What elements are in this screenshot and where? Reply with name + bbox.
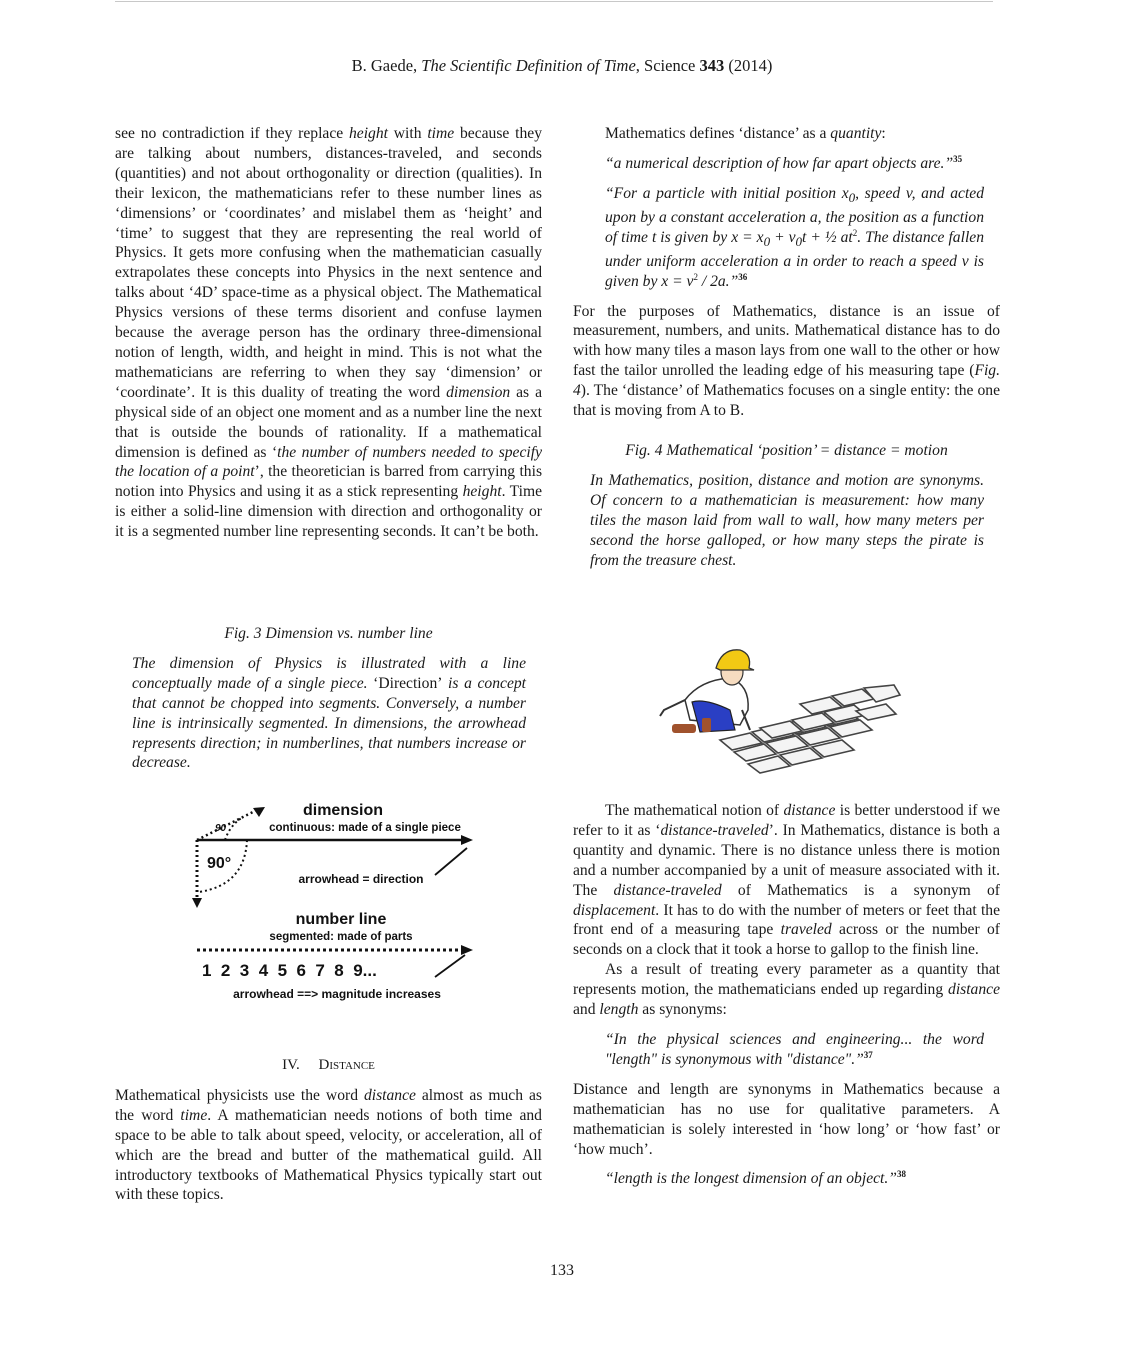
- left-column: [115, 124, 542, 542]
- svg-text:continuous: made of a single p: continuous: made of a single piece: [269, 822, 461, 834]
- svg-text:dimension: dimension: [302, 802, 384, 819]
- left-paragraph-1: see no contradiction if they replace height with time because they are talking about numbers, distances-traveled, and seconds (quantities) and not about orthogonality or direction (qualities). In their lexicon, the mathematicians refer to these number lines as ‘dimensions’ or ‘coordinates’ and mislabel them as ‘height’ and ‘time’ to suggest that they are representing the real world of Physics. It gets more confusing when the mathematician casually extrapolates these concepts into Physics in the next sentence and talks about ‘4D’ space-time as a physical object. The Mathematical Physics versions of these terms disorient and confuse laymen because the average person has the ordinary three-dimensional notion of length, width, and height in mind. This is not what the mathematicians are referring to when they say ‘dimension’ or ‘coordinate’. It is this duality of treating the word dimension as a physical side of an object one moment and as a number line the next that is outside the bounds of rationality. If a mathematical dimension is defined as ‘the number of numbers needed to specify the location of a point’, the theoretician is barred from carrying this notion into Physics and using it as a stick representing height. Time is either a solid-line dimension with direction and orthogonality or it is a segmented number line representing seconds. It can’t be both.: [115, 125, 543, 541]
- fig3-block: [115, 624, 542, 773]
- right-column-top: [573, 124, 1000, 570]
- header-volume: 343: [699, 56, 725, 75]
- quote-36: “For a particle with initial position $x_0$, speed v, and acted upon by a constant acceleration a, the position as a function of time t is given by $x = x_0 + v_0t$ + ½ $at^2$. The distance fallen under uniform acceleration a in order to reach a speed v is given by $x = v^2$ / 2a.”$^{36}$: [605, 184, 984, 290]
- svg-text:90: 90: [215, 823, 227, 834]
- right-paragraph-4: Distance and length are synonyms in Mathematics because a mathematician has no use for qualitative parameters. A mathematician is solely interested in ‘how long’ or ‘how fast’ or ‘how much’.: [573, 1080, 1000, 1158]
- quote-37: “In the physical sciences and engineering... the word "length" is synonymous with "distance".”$^{37}$: [605, 1030, 984, 1068]
- mason-figure: [660, 650, 754, 733]
- section-heading: IV. Distance: [282, 1057, 375, 1073]
- mason-tiles-illustration: [650, 640, 910, 780]
- header-title: The Scientific Definition of Time: [421, 56, 636, 75]
- quote-38: “length is the longest dimension of an object.”$^{38}$: [605, 1169, 906, 1188]
- page-number: 133: [550, 1262, 574, 1279]
- header-journal: , Science: [635, 56, 700, 75]
- dimension-arrowhead-icon: [461, 835, 473, 845]
- fig4-caption: Fig. 4 Mathematical ‘position’ = distance = motion: [625, 442, 948, 459]
- svg-text:arrowhead ==> magnitude increa: arrowhead ==> magnitude increases: [233, 987, 441, 1001]
- svg-text:1 2 3 4 5 6 7 8 9...: 1 2 3 4 5 6 7 8 9...: [202, 961, 377, 980]
- svg-text:number line: number line: [295, 911, 387, 928]
- down-arrowhead-icon: [192, 898, 202, 908]
- right-paragraph-3: As a result of treating every parameter as a quantity that represents motion, the mathematicians ended up regarding distance and length as synonyms:: [573, 961, 1000, 1019]
- right-column-bottom: [573, 801, 1000, 1189]
- header-year: (2014): [724, 56, 773, 75]
- left-paragraph-2: Mathematical physicists use the word distance almost as much as the word time. A mathematician needs notions of both time and space to be able to talk about speed, velocity, or acceleration, all of which are the bread and butter of the mathematical guild. All introductory textbooks of Mathematical Physics typically start out with these topics.: [115, 1086, 542, 1204]
- dimension-vs-numberline-diagram: [185, 795, 485, 1010]
- hard-hat-icon: [716, 650, 754, 670]
- top-rule: [115, 1, 993, 2]
- section-iv: [115, 1056, 542, 1205]
- fig3-description: The dimension of Physics is illustrated with a line conceptually made of a single piece. ‘Direction’ is a concept that cannot be chopped into segments. Conversely, a number line is intrinsically segmented. In dimensions, the arrowhead represents direction; in numberlines, that numbers increase or decrease.: [132, 654, 526, 772]
- running-header: [0, 56, 1124, 76]
- fig4-description: In Mathematics, position, distance and motion are synonyms. Of concern to a mathematician is measurement: how many tiles the mason laid from wall to wall, how many meters per second the horse galloped, or how many steps the pirate is from the treasure chest.: [590, 471, 984, 569]
- quote-35: “a numerical description of how far apart objects are.”$^{35}$: [605, 153, 963, 172]
- right-paragraph-1: For the purposes of Mathematics, distance is an issue of measurement, numbers, and units. Mathematical distance has to do with how many tiles a mason lays from one wall to the other or how fast the tailor unrolled the leading edge of his measuring tape (Fig. 4). The ‘distance’ of Mathematics focuses on a single entity: the one that is moving from A to B.: [573, 302, 1000, 420]
- header-author: B. Gaede,: [351, 56, 422, 75]
- right-paragraph-2: The mathematical notion of distance is better understood if we refer to it as ‘distance-traveled’. In Mathematics, distance is both a quantity and dynamic. There is no distance unless there is motion and a number accompanied by a unit of measure associated with it. The distance-traveled of Mathematics is a synonym of displacement. It has to do with the number of meters or feet that the front end of a measuring tape traveled across or the number of seconds on a clock that it took a horse to gallop to the finish line.: [573, 802, 1000, 959]
- svg-text:segmented: made of parts: segmented: made of parts: [269, 931, 413, 943]
- fig3-caption: Fig. 3 Dimension vs. number line: [224, 625, 433, 642]
- svg-text:arrowhead = direction: arrowhead = direction: [298, 872, 424, 886]
- numberline-arrowhead-icon: [461, 945, 473, 955]
- svg-text:90°: 90°: [207, 855, 232, 872]
- right-intro: Mathematics defines ‘distance’ as a quantity:: [605, 125, 886, 142]
